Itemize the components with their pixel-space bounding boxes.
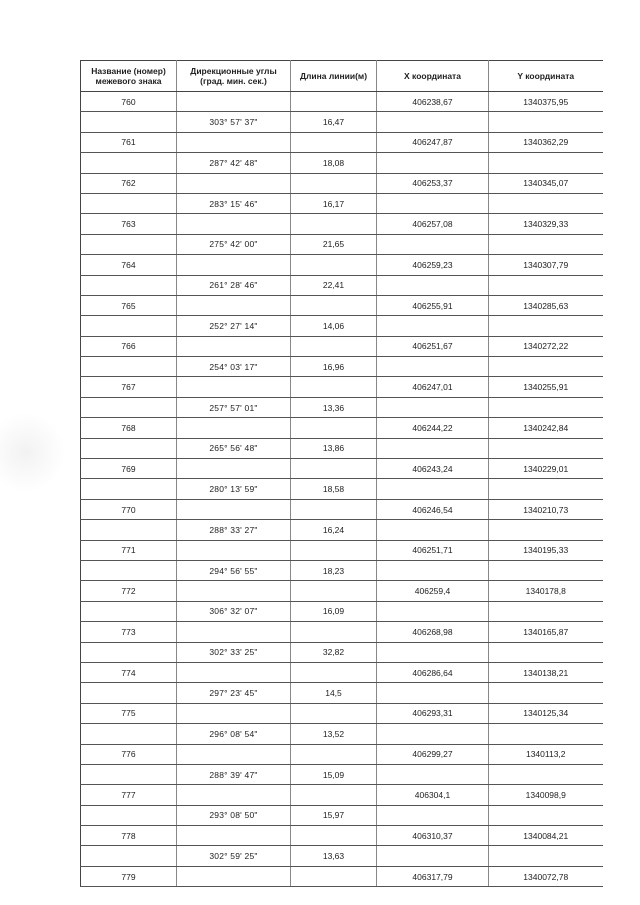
point-name: 761 xyxy=(81,132,177,152)
point-row xyxy=(81,622,603,642)
empty-cell xyxy=(489,397,603,417)
x-coordinate: 406238,67 xyxy=(377,92,489,112)
empty-cell xyxy=(177,92,291,112)
line-length: 22,41 xyxy=(291,275,377,295)
x-coordinate: 406243,24 xyxy=(377,459,489,479)
empty-cell xyxy=(377,193,489,213)
empty-cell xyxy=(291,377,377,397)
point-name: 778 xyxy=(81,826,177,846)
point-name: 764 xyxy=(81,255,177,275)
segment-row xyxy=(81,397,603,417)
segment-row xyxy=(81,560,603,580)
x-coordinate: 406310,37 xyxy=(377,826,489,846)
point-row xyxy=(81,295,603,315)
header-x-coordinate: X координата xyxy=(377,61,489,92)
empty-cell xyxy=(291,499,377,519)
direction-angle: 288° 39' 47" xyxy=(177,764,291,784)
point-row xyxy=(81,214,603,234)
line-length: 32,82 xyxy=(291,642,377,662)
point-row xyxy=(81,255,603,275)
empty-cell xyxy=(489,316,603,336)
empty-cell xyxy=(291,662,377,682)
empty-cell xyxy=(177,336,291,356)
empty-cell xyxy=(177,214,291,234)
empty-cell xyxy=(377,112,489,132)
point-name: 775 xyxy=(81,703,177,723)
empty-cell xyxy=(489,642,603,662)
empty-cell xyxy=(489,683,603,703)
direction-angle: 261° 28' 46" xyxy=(177,275,291,295)
direction-angle: 265° 56' 48" xyxy=(177,438,291,458)
header-direction-angle: Дирекционные углы (град. мин. сек.) xyxy=(177,61,291,92)
x-coordinate: 406251,71 xyxy=(377,540,489,560)
empty-cell xyxy=(177,622,291,642)
empty-cell xyxy=(377,805,489,825)
point-row xyxy=(81,173,603,193)
y-coordinate: 1340362,29 xyxy=(489,132,603,152)
y-coordinate: 1340072,78 xyxy=(489,866,603,886)
empty-cell xyxy=(377,275,489,295)
point-name: 771 xyxy=(81,540,177,560)
x-coordinate: 406286,64 xyxy=(377,662,489,682)
empty-cell xyxy=(489,438,603,458)
empty-cell xyxy=(81,112,177,132)
line-length: 13,52 xyxy=(291,724,377,744)
empty-cell xyxy=(377,683,489,703)
x-coordinate: 406257,08 xyxy=(377,214,489,234)
empty-cell xyxy=(81,764,177,784)
empty-cell xyxy=(291,785,377,805)
empty-cell xyxy=(291,622,377,642)
empty-cell xyxy=(81,683,177,703)
segment-row xyxy=(81,846,603,866)
empty-cell xyxy=(291,418,377,438)
line-length: 13,63 xyxy=(291,846,377,866)
point-name: 777 xyxy=(81,785,177,805)
empty-cell xyxy=(291,826,377,846)
segment-row xyxy=(81,193,603,213)
boundary-coordinates-table xyxy=(80,60,603,887)
point-name: 770 xyxy=(81,499,177,519)
direction-angle: 287° 42' 48" xyxy=(177,153,291,173)
line-length: 14,5 xyxy=(291,683,377,703)
y-coordinate: 1340272,22 xyxy=(489,336,603,356)
direction-angle: 306° 32' 07" xyxy=(177,601,291,621)
segment-row xyxy=(81,601,603,621)
empty-cell xyxy=(377,438,489,458)
empty-cell xyxy=(489,357,603,377)
y-coordinate: 1340138,21 xyxy=(489,662,603,682)
empty-cell xyxy=(81,316,177,336)
empty-cell xyxy=(291,703,377,723)
direction-angle: 252° 27' 14" xyxy=(177,316,291,336)
line-length: 16,17 xyxy=(291,193,377,213)
point-name: 762 xyxy=(81,173,177,193)
direction-angle: 302° 59' 25" xyxy=(177,846,291,866)
point-row xyxy=(81,499,603,519)
empty-cell xyxy=(377,153,489,173)
empty-cell xyxy=(377,479,489,499)
table-header-row xyxy=(81,61,603,92)
point-name: 776 xyxy=(81,744,177,764)
direction-angle: 288° 33' 27" xyxy=(177,520,291,540)
empty-cell xyxy=(377,234,489,254)
header-line-length: Длина линии(м) xyxy=(291,61,377,92)
y-coordinate: 1340210,73 xyxy=(489,499,603,519)
empty-cell xyxy=(291,581,377,601)
empty-cell xyxy=(291,866,377,886)
y-coordinate: 1340125,34 xyxy=(489,703,603,723)
empty-cell xyxy=(291,92,377,112)
point-row xyxy=(81,92,603,112)
empty-cell xyxy=(377,724,489,744)
empty-cell xyxy=(81,234,177,254)
empty-cell xyxy=(177,132,291,152)
empty-cell xyxy=(291,132,377,152)
point-row xyxy=(81,418,603,438)
empty-cell xyxy=(377,357,489,377)
direction-angle: 293° 08' 50" xyxy=(177,805,291,825)
x-coordinate: 406247,87 xyxy=(377,132,489,152)
y-coordinate: 1340345,07 xyxy=(489,173,603,193)
segment-row xyxy=(81,683,603,703)
empty-cell xyxy=(489,724,603,744)
point-row xyxy=(81,826,603,846)
direction-angle: 297° 23' 45" xyxy=(177,683,291,703)
point-name: 768 xyxy=(81,418,177,438)
empty-cell xyxy=(177,418,291,438)
y-coordinate: 1340375,95 xyxy=(489,92,603,112)
empty-cell xyxy=(291,255,377,275)
point-row xyxy=(81,336,603,356)
segment-row xyxy=(81,316,603,336)
point-name: 767 xyxy=(81,377,177,397)
empty-cell xyxy=(81,642,177,662)
x-coordinate: 406251,67 xyxy=(377,336,489,356)
line-length: 16,47 xyxy=(291,112,377,132)
segment-row xyxy=(81,275,603,295)
direction-angle: 302° 33' 25" xyxy=(177,642,291,662)
empty-cell xyxy=(377,560,489,580)
segment-row xyxy=(81,438,603,458)
empty-cell xyxy=(177,703,291,723)
empty-cell xyxy=(177,377,291,397)
direction-angle: 303° 57' 37" xyxy=(177,112,291,132)
x-coordinate: 406253,37 xyxy=(377,173,489,193)
direction-angle: 280° 13' 59" xyxy=(177,479,291,499)
line-length: 21,65 xyxy=(291,234,377,254)
empty-cell xyxy=(81,153,177,173)
empty-cell xyxy=(81,520,177,540)
segment-row xyxy=(81,112,603,132)
empty-cell xyxy=(291,459,377,479)
empty-cell xyxy=(177,662,291,682)
y-coordinate: 1340165,87 xyxy=(489,622,603,642)
empty-cell xyxy=(81,275,177,295)
empty-cell xyxy=(81,846,177,866)
line-length: 14,06 xyxy=(291,316,377,336)
empty-cell xyxy=(81,397,177,417)
empty-cell xyxy=(377,846,489,866)
point-name: 765 xyxy=(81,295,177,315)
empty-cell xyxy=(81,601,177,621)
empty-cell xyxy=(81,805,177,825)
empty-cell xyxy=(489,560,603,580)
direction-angle: 275° 42' 00" xyxy=(177,234,291,254)
empty-cell xyxy=(291,173,377,193)
empty-cell xyxy=(177,744,291,764)
empty-cell xyxy=(291,214,377,234)
x-coordinate: 406259,4 xyxy=(377,581,489,601)
point-name: 763 xyxy=(81,214,177,234)
empty-cell xyxy=(177,459,291,479)
empty-cell xyxy=(489,275,603,295)
line-length: 15,09 xyxy=(291,764,377,784)
empty-cell xyxy=(81,438,177,458)
line-length: 15,97 xyxy=(291,805,377,825)
point-row xyxy=(81,662,603,682)
header-point-name: Название (номер) межевого знака xyxy=(81,61,177,92)
empty-cell xyxy=(489,234,603,254)
y-coordinate: 1340113,2 xyxy=(489,744,603,764)
line-length: 16,09 xyxy=(291,601,377,621)
empty-cell xyxy=(291,540,377,560)
point-row xyxy=(81,459,603,479)
point-row xyxy=(81,744,603,764)
empty-cell xyxy=(489,479,603,499)
direction-angle: 254° 03' 17" xyxy=(177,357,291,377)
empty-cell xyxy=(177,785,291,805)
segment-row xyxy=(81,764,603,784)
x-coordinate: 406304,1 xyxy=(377,785,489,805)
x-coordinate: 406246,54 xyxy=(377,499,489,519)
empty-cell xyxy=(291,336,377,356)
segment-row xyxy=(81,153,603,173)
empty-cell xyxy=(377,642,489,662)
empty-cell xyxy=(377,601,489,621)
empty-cell xyxy=(177,581,291,601)
empty-cell xyxy=(177,826,291,846)
empty-cell xyxy=(377,764,489,784)
line-length: 18,58 xyxy=(291,479,377,499)
x-coordinate: 406293,31 xyxy=(377,703,489,723)
point-row xyxy=(81,581,603,601)
line-length: 16,96 xyxy=(291,357,377,377)
empty-cell xyxy=(81,479,177,499)
x-coordinate: 406268,98 xyxy=(377,622,489,642)
x-coordinate: 406244,22 xyxy=(377,418,489,438)
point-row xyxy=(81,785,603,805)
direction-angle: 283° 15' 46" xyxy=(177,193,291,213)
point-name: 760 xyxy=(81,92,177,112)
y-coordinate: 1340242,84 xyxy=(489,418,603,438)
empty-cell xyxy=(489,520,603,540)
segment-row xyxy=(81,234,603,254)
point-row xyxy=(81,132,603,152)
y-coordinate: 1340255,91 xyxy=(489,377,603,397)
empty-cell xyxy=(81,357,177,377)
empty-cell xyxy=(291,744,377,764)
y-coordinate: 1340285,63 xyxy=(489,295,603,315)
segment-row xyxy=(81,724,603,744)
empty-cell xyxy=(489,805,603,825)
y-coordinate: 1340195,33 xyxy=(489,540,603,560)
empty-cell xyxy=(81,560,177,580)
empty-cell xyxy=(377,397,489,417)
empty-cell xyxy=(489,193,603,213)
direction-angle: 257° 57' 01" xyxy=(177,397,291,417)
x-coordinate: 406299,27 xyxy=(377,744,489,764)
point-row xyxy=(81,703,603,723)
y-coordinate: 1340329,33 xyxy=(489,214,603,234)
empty-cell xyxy=(489,601,603,621)
line-length: 18,08 xyxy=(291,153,377,173)
empty-cell xyxy=(81,724,177,744)
empty-cell xyxy=(291,295,377,315)
y-coordinate: 1340178,8 xyxy=(489,581,603,601)
line-length: 13,36 xyxy=(291,397,377,417)
point-name: 779 xyxy=(81,866,177,886)
line-length: 18,23 xyxy=(291,560,377,580)
point-row xyxy=(81,377,603,397)
y-coordinate: 1340307,79 xyxy=(489,255,603,275)
direction-angle: 296° 08' 54" xyxy=(177,724,291,744)
x-coordinate: 406317,79 xyxy=(377,866,489,886)
y-coordinate: 1340098,9 xyxy=(489,785,603,805)
empty-cell xyxy=(177,866,291,886)
point-name: 766 xyxy=(81,336,177,356)
empty-cell xyxy=(489,846,603,866)
direction-angle: 294° 56' 55" xyxy=(177,560,291,580)
point-row xyxy=(81,540,603,560)
point-name: 772 xyxy=(81,581,177,601)
empty-cell xyxy=(489,764,603,784)
empty-cell xyxy=(177,173,291,193)
segment-row xyxy=(81,805,603,825)
line-length: 16,24 xyxy=(291,520,377,540)
empty-cell xyxy=(177,540,291,560)
empty-cell xyxy=(489,153,603,173)
segment-row xyxy=(81,520,603,540)
point-row xyxy=(81,866,603,886)
y-coordinate: 1340229,01 xyxy=(489,459,603,479)
x-coordinate: 406255,91 xyxy=(377,295,489,315)
point-name: 769 xyxy=(81,459,177,479)
empty-cell xyxy=(177,499,291,519)
point-name: 773 xyxy=(81,622,177,642)
header-y-coordinate: Y координата xyxy=(489,61,603,92)
segment-row xyxy=(81,642,603,662)
point-name: 774 xyxy=(81,662,177,682)
empty-cell xyxy=(177,295,291,315)
x-coordinate: 406259,23 xyxy=(377,255,489,275)
empty-cell xyxy=(81,193,177,213)
empty-cell xyxy=(177,255,291,275)
line-length: 13,86 xyxy=(291,438,377,458)
segment-row xyxy=(81,357,603,377)
empty-cell xyxy=(377,316,489,336)
empty-cell xyxy=(377,520,489,540)
empty-cell xyxy=(489,112,603,132)
segment-row xyxy=(81,479,603,499)
x-coordinate: 406247,01 xyxy=(377,377,489,397)
y-coordinate: 1340084,21 xyxy=(489,826,603,846)
